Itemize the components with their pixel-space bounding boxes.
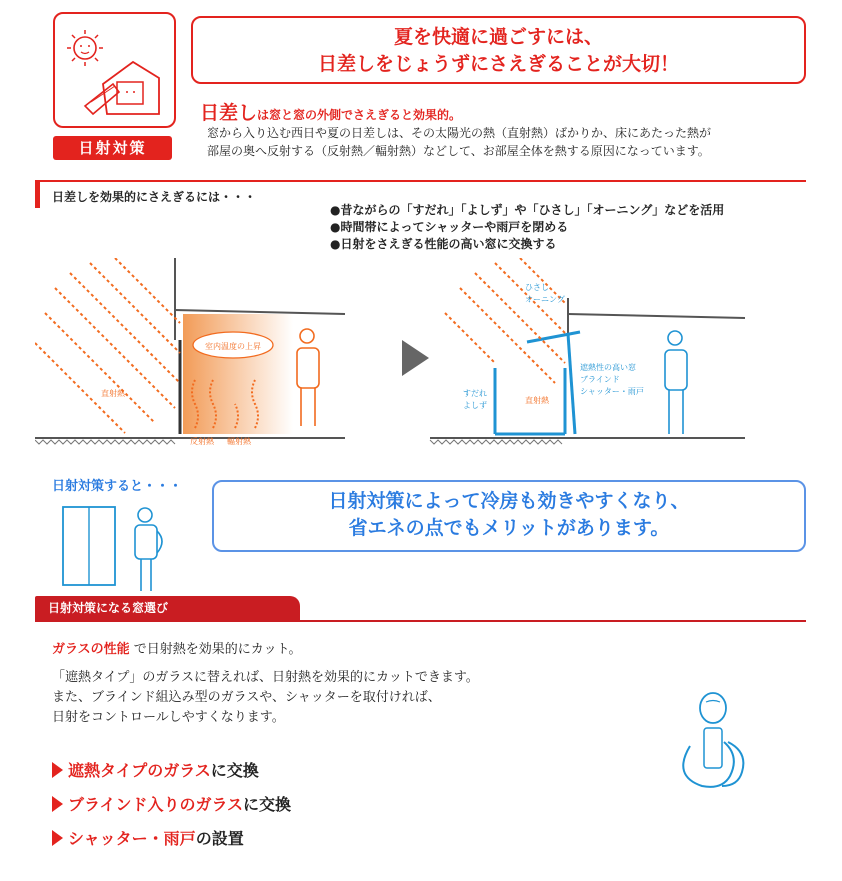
window-section-tab: 日射対策になる窓選び: [35, 596, 300, 620]
staff-illustration: [668, 686, 758, 791]
triangle-bullet-icon: [52, 762, 63, 778]
window-person-illustration: [45, 495, 175, 595]
arrow-right-icon: [402, 340, 429, 376]
glass-lead: [52, 638, 301, 657]
intro-title: [200, 98, 461, 125]
action-red: ブラインド入りのガラス: [68, 795, 244, 814]
result-line1: 日射対策によって冷房も効きやすくなり、: [328, 490, 690, 512]
tip-item: ●日射をさえぎる性能の高い窓に交換する: [330, 237, 557, 251]
intro-description: [207, 124, 807, 160]
tip-item: ●時間帯によってシャッターや雨戸を閉める: [330, 220, 569, 234]
glass-body: [52, 668, 479, 728]
glass-lead-rest: で日射熱を効果的にカット。: [133, 642, 302, 657]
section-marker: [35, 182, 40, 208]
glass-label: 遮熱性の高い窓: [580, 363, 636, 372]
sudare-label: すだれ: [463, 389, 487, 398]
glass-lead-red: ガラスの性能: [52, 642, 130, 657]
action-rest: に交換: [243, 795, 292, 814]
action-item: [52, 826, 244, 849]
after-scene: [430, 258, 745, 444]
headline-line1: 夏を快適に過ごすには、: [393, 26, 603, 48]
heat-diagram: [35, 258, 775, 458]
action-item: [52, 792, 291, 815]
blind-label: ブラインド: [580, 375, 620, 384]
glass-body-line: 「遮熱タイプ」のガラスに替えれば、日射熱を効果的にカットできます。: [52, 670, 479, 685]
result-box: [212, 480, 806, 552]
glass-body-line: 日射をコントロールしやすくなります。: [52, 710, 285, 725]
action-red: 遮熱タイプのガラス: [68, 761, 211, 780]
action-rest: に交換: [210, 761, 259, 780]
intro-title-rest: は窓と窓の外側でさえぎると効果的。: [257, 108, 462, 122]
shutter-label: シャッター・雨戸: [580, 387, 644, 396]
result-line2: 省エネの点でもメリットがあります。: [348, 517, 670, 539]
yoshizu-label: よしず: [463, 401, 487, 410]
headline-box: [191, 16, 806, 84]
intro-desc-line2: 部屋の奥へ反射する（反射熱／輻射熱）などして、お部屋全体を熱する原因になっています。: [207, 144, 710, 158]
tips-list: [330, 202, 724, 253]
window-section-rule: [35, 620, 806, 622]
section-rule: [35, 180, 806, 182]
action-red: シャッター・雨戸: [68, 829, 196, 848]
tip-item: ●昔ながらの「すだれ」「よしず」や「ひさし」「オーニング」などを活用: [330, 203, 725, 217]
sun-house-icon: [53, 12, 176, 128]
hisashi-label: ひさし: [525, 283, 549, 292]
before-scene: [35, 258, 345, 446]
direct-heat-label-right: 直射熱: [525, 396, 549, 405]
icon-label: 日射対策: [53, 136, 172, 160]
bubble-label: 室内温度の上昇: [205, 342, 261, 351]
awning-label: オーニング: [525, 295, 565, 304]
triangle-bullet-icon: [52, 796, 63, 812]
intro-desc-line1: 窓から入り込む西日や夏の日差しは、その太陽光の熱（直射熱）ばかりか、床にあたった熱が: [207, 126, 712, 140]
result-label: 日射対策すると・・・: [52, 479, 183, 494]
triangle-bullet-icon: [52, 830, 63, 846]
reflect-heat-label: 反射熱: [190, 437, 214, 446]
section-heading: 日差しを効果的にさえぎるには・・・: [52, 190, 257, 204]
radiant-heat-label: 輻射熱: [227, 437, 251, 446]
action-item: [52, 758, 259, 781]
action-rest: の設置: [195, 829, 244, 848]
glass-body-line: また、ブラインド組込み型のガラスや、シャッターを取付ければ、: [52, 690, 441, 705]
headline-line2: 日差しをじょうずにさえぎることが大切！: [317, 53, 679, 75]
intro-title-big: 日差し: [200, 102, 258, 124]
direct-heat-label: 直射熱: [101, 389, 125, 398]
